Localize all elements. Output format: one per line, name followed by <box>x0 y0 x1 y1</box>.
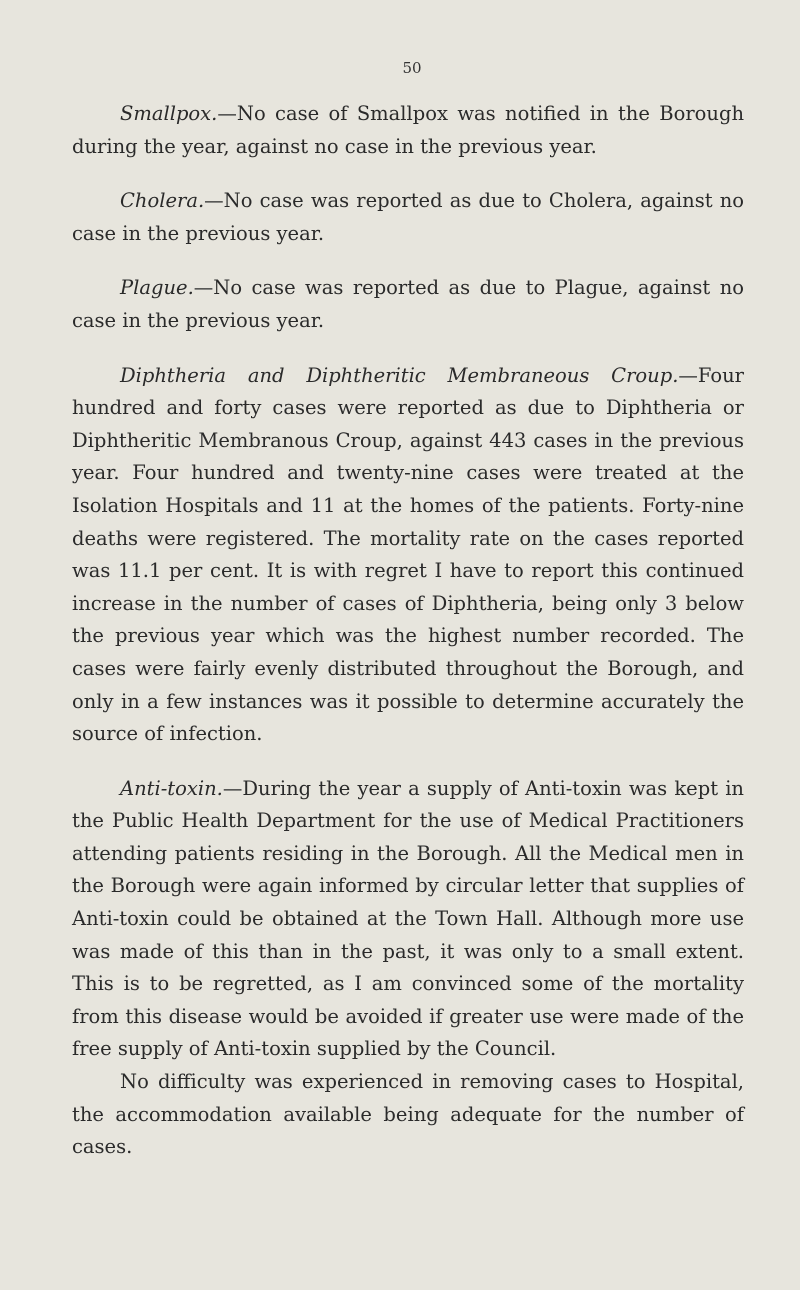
paragraph-cholera <box>72 185 744 250</box>
paragraph-anti-toxin <box>72 773 744 1066</box>
text-cholera: —No case was reported as due to Cholera, against no case in the previous year. <box>72 189 744 245</box>
text-plague: —No case was reported as due to Plague, against no case in the previous year. <box>72 276 744 332</box>
heading-smallpox: Smallpox. <box>120 102 218 125</box>
text-hospital-removal: No difficulty was experienced in removing cases to Hospital, the accommodation available being adequate for the number of cases. <box>72 1070 744 1159</box>
text-smallpox: —No case of Smallpox was notified in the Borough during the year, against no case in the previous year. <box>72 102 744 158</box>
heading-plague: Plague. <box>120 276 194 300</box>
paragraph-diphtheria <box>72 360 744 751</box>
paragraph-smallpox <box>72 98 744 163</box>
text-diphtheria: —Four hundred and forty cases were reported as due to Diphtheria or Diphtheritic Membranous Croup, against 443 cases in the previous year. Four hundred and twenty-nine cases were treated at the Isolation Hospitals and 11 at the homes of the patients. Forty-nine deaths were registered. The mortality rate on the cases reported was 11.1 per cent. It is with regret I have to report this continued increase in the number of cases of Diphtheria, being only 3 below the previous year which was the highest number recorded. The cases were fairly evenly distributed throughout the Borough, and only in a few instances was it possible to determine accurately the source of infection. <box>72 363 744 746</box>
paragraph-plague <box>72 272 744 337</box>
heading-diphtheria: Diphtheria and Diphtheritic Membraneous Croup. <box>120 363 679 387</box>
document-page <box>72 58 744 1164</box>
paragraph-hospital-removal <box>72 1066 744 1164</box>
page-number: 50 <box>402 59 422 77</box>
text-anti-toxin: —During the year a supply of Anti-toxin was kept in the Public Health Department for the use of Medical Practitioners attending patients residing in the Borough. All the Medical men in the Borough were again informed by circular letter that supplies of Anti-toxin could be obtained at the Town Hall. Although more use was made of this than in the past, it was only to a small extent. This is to be regretted, as I am convinced some of the mortality from this disease would be avoided if greater use were made of the free supply of Anti-toxin supplied by the Council. <box>72 776 744 1061</box>
heading-cholera: Cholera. <box>120 189 205 213</box>
heading-anti-toxin: Anti-toxin. <box>120 776 223 800</box>
